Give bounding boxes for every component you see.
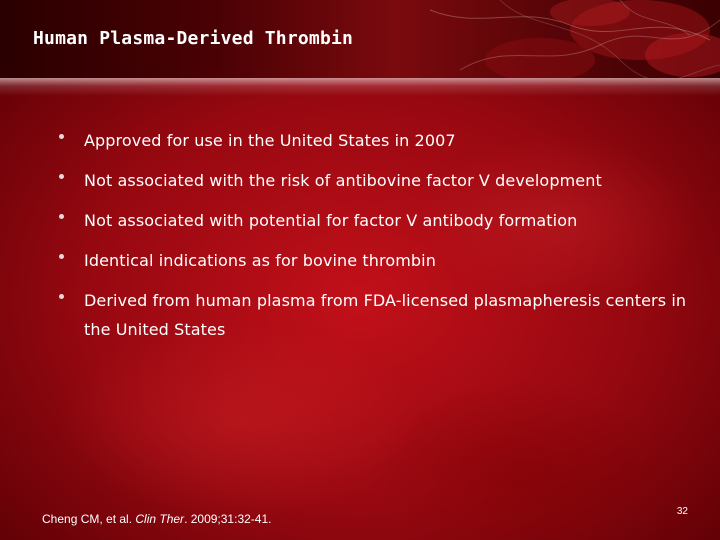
blood-cells-header-image bbox=[390, 0, 720, 78]
header-band bbox=[0, 0, 720, 78]
bullet-icon bbox=[59, 294, 64, 299]
citation-authors: Cheng CM, et al. bbox=[42, 512, 136, 526]
bullet-icon bbox=[59, 254, 64, 259]
page-number: 32 bbox=[676, 506, 688, 517]
citation-journal: Clin Ther bbox=[135, 512, 185, 526]
bullet-text: Not associated with potential for factor V antibody formation bbox=[84, 211, 578, 230]
bullet-item bbox=[55, 166, 695, 195]
bullet-item bbox=[55, 286, 695, 344]
bullet-text: Identical indications as for bovine thrombin bbox=[84, 251, 436, 270]
header-divider bbox=[0, 78, 720, 96]
bullet-list bbox=[55, 126, 695, 355]
bullet-item bbox=[55, 126, 695, 155]
bullet-text: Derived from human plasma from FDA-licensed plasmapheresis centers in the United States bbox=[84, 291, 687, 339]
bullet-item bbox=[55, 246, 695, 275]
bullet-text: Not associated with the risk of antibovine factor V development bbox=[84, 171, 602, 190]
citation bbox=[42, 512, 271, 526]
bullet-item bbox=[55, 206, 695, 235]
bullet-icon bbox=[59, 174, 64, 179]
bullet-text: Approved for use in the United States in 2007 bbox=[84, 131, 456, 150]
bullet-icon bbox=[59, 134, 64, 139]
slide-title: Human Plasma-Derived Thrombin bbox=[33, 28, 354, 49]
citation-details: . 2009;31:32-41. bbox=[184, 512, 272, 526]
bullet-icon bbox=[59, 214, 64, 219]
